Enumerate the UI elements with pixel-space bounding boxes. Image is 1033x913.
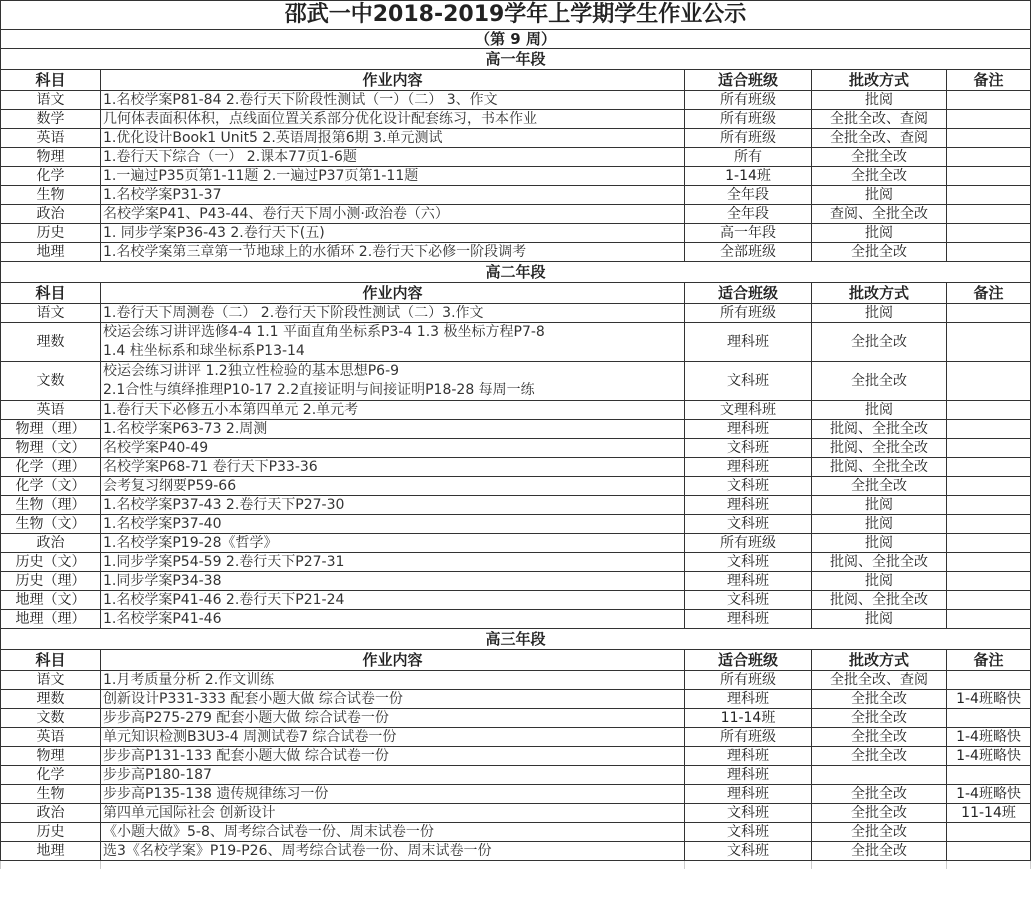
content-line: 会考复习纲要P59-66 [103,477,237,494]
classes-cell: 理科班 [685,323,812,362]
note-cell [947,766,1031,785]
table-row [1,304,1031,323]
classes-cell: 11-14班 [685,709,812,728]
classes-cell: 所有班级 [685,129,812,148]
classes-cell: 文科班 [685,591,812,610]
section-title: 高三年段 [1,629,1031,650]
note-cell [947,458,1031,477]
table-row [1,823,1031,842]
note-cell [947,496,1031,515]
method-cell: 批阅 [812,186,947,205]
subject-cell: 地理 [1,243,101,262]
classes-cell: 全年段 [685,205,812,224]
content-line: 1.卷行天下综合（一） 2.课本77页1-6题 [103,148,357,165]
content-line: 步步高P180-187 [103,766,212,783]
subject-cell: 化学（文） [1,477,101,496]
section-row [1,629,1031,650]
table-row [1,362,1031,401]
classes-cell: 理科班 [685,785,812,804]
note-cell [947,610,1031,629]
header-row [1,650,1031,671]
content-cell [101,458,685,477]
classes-cell: 文科班 [685,477,812,496]
table-row [1,728,1031,747]
subject-cell: 地理（理） [1,610,101,629]
header-method: 批改方式 [812,70,947,91]
method-cell: 批阅、全批全改 [812,439,947,458]
content-line: 1.名校学案P41-46 [103,610,222,627]
header-classes: 适合班级 [685,70,812,91]
table-row [1,842,1031,861]
content-cell [101,553,685,572]
note-cell [947,304,1031,323]
classes-cell: 文科班 [685,553,812,572]
content-line: 步步高P275-279 配套小题大做 综合试卷一份 [103,709,389,726]
note-cell [947,709,1031,728]
subject-cell: 地理 [1,842,101,861]
table-row [1,148,1031,167]
note-cell [947,186,1031,205]
content-cell [101,439,685,458]
method-cell: 全批全改、查阅 [812,110,947,129]
content-cell [101,842,685,861]
note-cell [947,110,1031,129]
method-cell: 批阅、全批全改 [812,591,947,610]
subject-cell: 物理 [1,148,101,167]
classes-cell: 理科班 [685,572,812,591]
table-row [1,534,1031,553]
content-cell [101,224,685,243]
note-cell [947,323,1031,362]
table-row [1,224,1031,243]
content-cell [101,110,685,129]
note-cell: 1-4班略快 [947,728,1031,747]
week-row [1,30,1031,49]
header-content: 作业内容 [101,283,685,304]
header-note: 备注 [947,283,1031,304]
classes-cell: 理科班 [685,766,812,785]
method-cell: 批阅 [812,572,947,591]
content-cell [101,572,685,591]
content-cell [101,709,685,728]
table-row [1,747,1031,766]
table-row [1,804,1031,823]
subject-cell: 生物 [1,186,101,205]
method-cell: 批阅 [812,515,947,534]
subject-cell: 英语 [1,129,101,148]
classes-cell: 理科班 [685,420,812,439]
table-row [1,766,1031,785]
header-note: 备注 [947,650,1031,671]
content-line: 1.名校学案P19-28《哲学》 [103,534,278,551]
classes-cell: 全部班级 [685,243,812,262]
method-cell: 全批全改、查阅 [812,129,947,148]
subject-cell: 理数 [1,323,101,362]
note-cell [947,420,1031,439]
note-cell [947,671,1031,690]
subject-cell: 语文 [1,304,101,323]
table-row [1,167,1031,186]
header-row [1,70,1031,91]
content-line: 步步高P135-138 遗传规律练习一份 [103,785,329,802]
content-cell [101,420,685,439]
method-cell: 批阅 [812,496,947,515]
method-cell: 批阅、全批全改 [812,420,947,439]
subject-cell: 物理 [1,747,101,766]
table-row [1,496,1031,515]
note-cell [947,842,1031,861]
content-cell [101,515,685,534]
content-cell [101,766,685,785]
method-cell: 全批全改 [812,842,947,861]
method-cell: 批阅 [812,224,947,243]
method-cell: 全批全改、查阅 [812,671,947,690]
subject-cell: 文数 [1,362,101,401]
table-row [1,186,1031,205]
note-cell: 1-4班略快 [947,690,1031,709]
classes-cell: 文科班 [685,362,812,401]
content-line: 1.同步学案P34-38 [103,572,222,589]
content-line: 创新设计P331-333 配套小题大做 综合试卷一份 [103,690,403,707]
content-line: 几何体表面积体积，点线面位置关系部分优化设计配套练习，书本作业 [103,110,537,127]
blank-cell [101,861,685,870]
note-cell [947,823,1031,842]
classes-cell: 所有班级 [685,110,812,129]
content-line: 2.1合性与缜绎推理P10-17 2.2直接证明与间接证明P18-28 每周一练 [103,382,535,398]
content-cell [101,804,685,823]
note-cell [947,439,1031,458]
classes-cell: 文科班 [685,439,812,458]
table-row [1,91,1031,110]
method-cell: 全批全改 [812,167,947,186]
header-method: 批改方式 [812,650,947,671]
content-line: 1.卷行天下必修五小本第四单元 2.单元考 [103,401,359,418]
table-row [1,610,1031,629]
subject-cell: 历史（理） [1,572,101,591]
subject-cell: 政治 [1,804,101,823]
content-cell [101,823,685,842]
method-cell: 批阅、全批全改 [812,553,947,572]
content-line: 名校学案P68-71 卷行天下P33-36 [103,458,318,475]
subject-cell: 地理（文） [1,591,101,610]
content-line: 第四单元国际社会 创新设计 [103,804,276,821]
method-cell: 批阅 [812,401,947,420]
table-row [1,477,1031,496]
content-cell [101,785,685,804]
blank-cell [812,861,947,870]
classes-cell: 理科班 [685,458,812,477]
content-cell [101,477,685,496]
method-cell: 批阅 [812,91,947,110]
header-content: 作业内容 [101,70,685,91]
subject-cell: 历史 [1,823,101,842]
note-cell [947,91,1031,110]
content-cell [101,323,685,362]
subject-cell: 物理（文） [1,439,101,458]
method-cell: 全批全改 [812,243,947,262]
table-row [1,591,1031,610]
subject-cell: 文数 [1,709,101,728]
subject-cell: 历史（文） [1,553,101,572]
classes-cell: 理科班 [685,496,812,515]
classes-cell: 文理科班 [685,401,812,420]
content-cell [101,610,685,629]
blank-cell [685,861,812,870]
note-cell [947,129,1031,148]
method-cell: 批阅 [812,534,947,553]
content-line: 1.名校学案第三章第一节地球上的水循环 2.卷行天下必修一阶段调考 [103,243,527,260]
content-line: 1. 同步学案P36-43 2.卷行天下(五) [103,224,325,241]
header-note: 备注 [947,70,1031,91]
subject-cell: 政治 [1,205,101,224]
classes-cell: 理科班 [685,690,812,709]
note-cell [947,534,1031,553]
subject-cell: 物理（理） [1,420,101,439]
classes-cell: 全年段 [685,186,812,205]
content-line: 名校学案P41、P43-44、卷行天下周小测·政治卷（六） [103,205,449,222]
content-line: 1.名校学案P81-84 2.卷行天下阶段性测试（一）（二） 3、作文 [103,91,498,108]
classes-cell: 高一年段 [685,224,812,243]
subject-cell: 理数 [1,690,101,709]
content-cell [101,304,685,323]
content-line: 校运会练习讲评 1.2独立性检验的基本思想P6-9 [103,363,400,379]
classes-cell: 文科班 [685,804,812,823]
note-cell [947,591,1031,610]
content-line: 1.卷行天下周测卷（二） 2.卷行天下阶段性测试（二）3.作文 [103,304,484,321]
method-cell: 全批全改 [812,362,947,401]
subject-cell: 化学 [1,766,101,785]
subject-cell: 数学 [1,110,101,129]
method-cell: 查阅、全批全改 [812,205,947,224]
subject-cell: 语文 [1,91,101,110]
subject-cell: 化学 [1,167,101,186]
table-row [1,785,1031,804]
method-cell: 批阅 [812,610,947,629]
subject-cell: 生物（文） [1,515,101,534]
note-cell [947,362,1031,401]
table-row [1,110,1031,129]
table-row [1,129,1031,148]
title-row [1,1,1031,30]
content-line: 《小题大做》5-8、周考综合试卷一份、周末试卷一份 [103,823,434,840]
classes-cell: 所有班级 [685,304,812,323]
header-subject: 科目 [1,70,101,91]
table-row [1,572,1031,591]
content-cell [101,591,685,610]
content-line: 1.名校学案P41-46 2.卷行天下P21-24 [103,591,345,608]
page-title: 邵武一中2018-2019学年上学期学生作业公示 [1,1,1031,30]
content-cell [101,401,685,420]
method-cell: 全批全改 [812,747,947,766]
content-line: 选3《名校学案》P19-P26、周考综合试卷一份、周末试卷一份 [103,842,492,859]
table-row [1,458,1031,477]
content-cell [101,167,685,186]
classes-cell: 理科班 [685,610,812,629]
note-cell [947,553,1031,572]
method-cell: 全批全改 [812,148,947,167]
note-cell [947,243,1031,262]
note-cell [947,205,1031,224]
table-row [1,515,1031,534]
classes-cell: 1-14班 [685,167,812,186]
subject-cell: 英语 [1,728,101,747]
classes-cell: 所有 [685,148,812,167]
method-cell: 全批全改 [812,728,947,747]
content-cell [101,205,685,224]
content-cell [101,496,685,515]
header-subject: 科目 [1,283,101,304]
content-line: 单元知识检测B3U3-4 周测试卷7 综合试卷一份 [103,728,397,745]
classes-cell: 理科班 [685,747,812,766]
classes-cell: 所有班级 [685,728,812,747]
classes-cell: 文科班 [685,842,812,861]
subject-cell: 生物 [1,785,101,804]
header-content: 作业内容 [101,650,685,671]
content-cell [101,129,685,148]
note-cell [947,401,1031,420]
table-row [1,439,1031,458]
blank-cell [947,861,1031,870]
content-line: 1.月考质量分析 2.作文训练 [103,671,275,688]
classes-cell: 文科班 [685,515,812,534]
method-cell: 全批全改 [812,477,947,496]
subject-cell: 政治 [1,534,101,553]
method-cell: 批阅 [812,304,947,323]
method-cell: 全批全改 [812,804,947,823]
content-line: 1.名校学案P37-40 [103,515,222,532]
table-row [1,205,1031,224]
content-line: 校运会练习讲评选修4-4 1.1 平面直角坐标系P3-4 1.3 极坐标方程P7-8 [103,324,545,340]
note-cell: 1-4班略快 [947,747,1031,766]
content-cell [101,534,685,553]
classes-cell: 文科班 [685,823,812,842]
method-cell [812,766,947,785]
content-cell [101,148,685,167]
method-cell: 全批全改 [812,709,947,728]
section-row [1,49,1031,70]
table-row [1,420,1031,439]
content-line: 1.优化设计Book1 Unit5 2.英语周报第6期 3.单元测试 [103,129,443,146]
content-cell [101,243,685,262]
table-row [1,243,1031,262]
method-cell: 全批全改 [812,690,947,709]
table-row [1,323,1031,362]
week-label: （第 9 周） [1,30,1031,49]
content-line: 步步高P131-133 配套小题大做 综合试卷一份 [103,747,389,764]
section-title: 高二年段 [1,262,1031,283]
blank-cell [1,861,101,870]
note-cell [947,167,1031,186]
header-classes: 适合班级 [685,650,812,671]
method-cell: 批阅、全批全改 [812,458,947,477]
header-subject: 科目 [1,650,101,671]
subject-cell: 历史 [1,224,101,243]
content-cell [101,671,685,690]
content-line: 1.名校学案P37-43 2.卷行天下P27-30 [103,496,345,513]
section-row [1,262,1031,283]
classes-cell: 所有班级 [685,671,812,690]
content-cell [101,728,685,747]
header-method: 批改方式 [812,283,947,304]
content-line: 1.同步学案P54-59 2.卷行天下P27-31 [103,553,345,570]
content-line: 1.一遍过P35页第1-11题 2.一遍过P37页第1-11题 [103,167,419,184]
subject-cell: 生物（理） [1,496,101,515]
note-cell [947,477,1031,496]
method-cell: 全批全改 [812,823,947,842]
content-cell [101,91,685,110]
content-cell [101,362,685,401]
table-row [1,401,1031,420]
header-row [1,283,1031,304]
method-cell: 全批全改 [812,323,947,362]
content-line: 名校学案P40-49 [103,439,209,456]
subject-cell: 化学（理） [1,458,101,477]
subject-cell: 语文 [1,671,101,690]
subject-cell: 英语 [1,401,101,420]
content-cell [101,747,685,766]
note-cell [947,515,1031,534]
blank-row [1,861,1031,870]
note-cell: 1-4班略快 [947,785,1031,804]
table-row [1,709,1031,728]
section-title: 高一年段 [1,49,1031,70]
content-cell [101,186,685,205]
content-line: 1.名校学案P63-73 2.周测 [103,420,268,437]
note-cell [947,572,1031,591]
method-cell: 全批全改 [812,785,947,804]
content-cell [101,690,685,709]
table-row [1,553,1031,572]
table-row [1,690,1031,709]
note-cell: 11-14班 [947,804,1031,823]
content-line: 1.名校学案P31-37 [103,186,222,203]
header-classes: 适合班级 [685,283,812,304]
classes-cell: 所有班级 [685,534,812,553]
note-cell [947,224,1031,243]
classes-cell: 所有班级 [685,91,812,110]
table-row [1,671,1031,690]
note-cell [947,148,1031,167]
content-line: 1.4 柱坐标系和球坐标系P13-14 [103,343,305,359]
